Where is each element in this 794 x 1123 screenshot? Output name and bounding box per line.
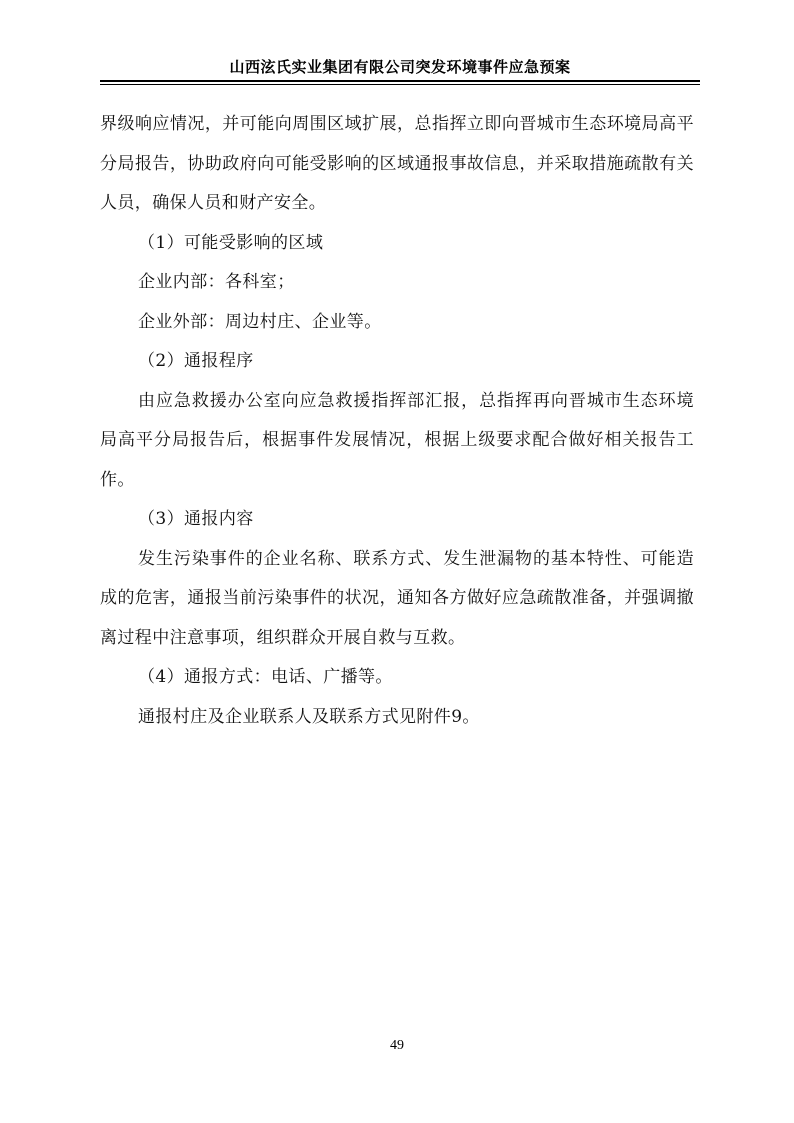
paragraph-external-area: 企业外部：周边村庄、企业等。 — [138, 311, 382, 332]
heading-affected-area: （1）可能受影响的区域 — [138, 232, 324, 253]
document-body — [100, 105, 694, 737]
header-rule-thin — [100, 84, 700, 85]
document-header-title: 山西泫氏实业集团有限公司突发环境事件应急预案 — [229, 58, 571, 76]
page-number: 49 — [390, 1038, 404, 1053]
paragraph-response-continued: 界级响应情况，并可能向周围区域扩展，总指挥立即向晋城市生态环境局高平分局报告，协助政府向可能受影响的区域通报事故信息，并采取措施疏散有关人员，确保人员和财产安全。 — [100, 114, 694, 213]
paragraph-contacts-reference: 通报村庄及企业联系人及联系方式见附件9。 — [138, 706, 480, 727]
header-rule-thick — [100, 80, 700, 82]
heading-notification-content: （3）通报内容 — [138, 509, 254, 529]
paragraph-notification-content: 发生污染事件的企业名称、联系方式、发生泄漏物的基本特性、可能造成的危害，通报当前污染事件的状况，通知各方做好应急疏散准备，并强调撤离过程中注意事项，组织群众开展自救与互救。 — [100, 548, 694, 648]
heading-notification-method: （4）通报方式：电话、广播等。 — [138, 667, 393, 687]
paragraph-internal-area: 企业内部：各科室； — [138, 272, 295, 292]
heading-notification-procedure: （2）通报程序 — [138, 351, 254, 371]
paragraph-notification-procedure: 由应急救援办公室向应急救援指挥部汇报，总指挥再向晋城市生态环境局高平分局报告后，根据事件发展情况，根据上级要求配合做好相关报告工作。 — [100, 390, 694, 490]
